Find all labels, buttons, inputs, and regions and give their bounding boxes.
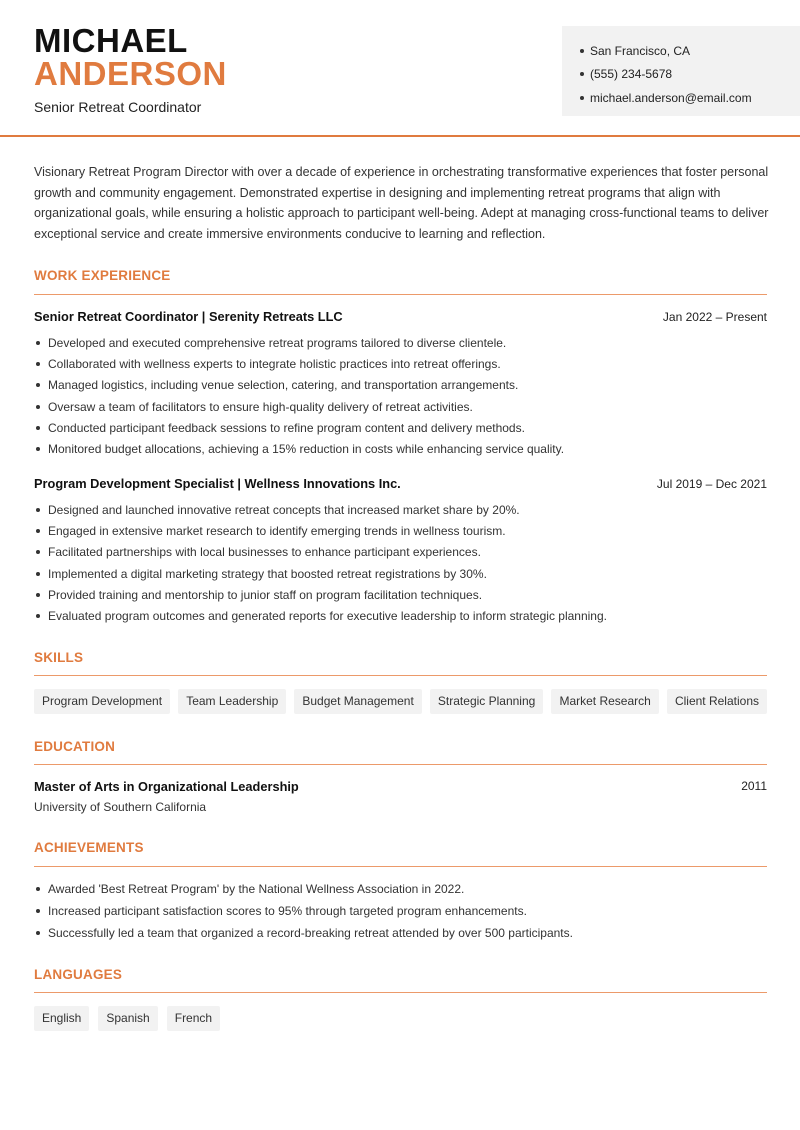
bullet-icon	[36, 405, 40, 409]
skill-tag: Team Leadership	[178, 689, 286, 714]
skills-list	[34, 689, 767, 714]
bullet-icon	[36, 931, 40, 935]
professional-summary: Visionary Retreat Program Director with over a decade of experience in orchestrating transformative experiences that foster personal growth and community engagement. Demonstrated expertise in designing and implementing retreat programs that align with organizational goals, while ensuring a holistic approach to participant well-being. Adept at managing cross-functional teams to deliver exceptional service and create immersive environments conducive to learning and reflection.	[34, 165, 769, 242]
section-title-languages: LANGUAGES	[34, 967, 123, 982]
list-item	[34, 878, 774, 900]
job-date: Jan 2022 – Present	[662, 310, 767, 324]
list-item	[34, 438, 774, 459]
section-divider	[34, 866, 767, 867]
section-divider	[34, 764, 767, 765]
list-item-text: Provided training and mentorship to junior staff on program facilitation techniques.	[48, 587, 483, 602]
list-item	[34, 922, 774, 944]
contact-box	[562, 26, 800, 116]
job-title: Senior Retreat Coordinator	[34, 99, 202, 115]
list-item	[34, 499, 774, 520]
section-title-achievements: ACHIEVEMENTS	[34, 840, 144, 855]
bullet-icon	[36, 614, 40, 618]
list-item	[34, 520, 774, 541]
job-entry-1-bullets	[34, 332, 774, 460]
bullet-icon	[36, 593, 40, 597]
list-item-text: Developed and executed comprehensive retreat programs tailored to diverse clientele.	[48, 335, 507, 350]
bullet-icon	[36, 550, 40, 554]
achievements-list	[34, 878, 774, 944]
bullet-icon	[36, 447, 40, 451]
section-title-education: EDUCATION	[34, 739, 116, 754]
bullet-icon	[36, 426, 40, 430]
contact-phone	[580, 63, 800, 87]
contact-location	[580, 39, 800, 63]
job-role: Program Development Specialist | Wellness Innovations Inc.	[34, 476, 401, 491]
list-item	[34, 396, 774, 417]
list-item	[34, 332, 774, 353]
list-item-text: Awarded 'Best Retreat Program' by the National Wellness Association in 2022.	[48, 882, 465, 896]
bullet-icon	[580, 96, 584, 100]
bullet-icon	[36, 887, 40, 891]
skill-tag: Client Relations	[667, 689, 767, 714]
list-item	[34, 563, 774, 584]
skill-tag: Budget Management	[294, 689, 421, 714]
first-name: MICHAEL	[34, 22, 188, 59]
bullet-icon	[36, 572, 40, 576]
section-divider	[34, 294, 767, 295]
section-divider	[34, 992, 767, 993]
bullet-icon	[36, 362, 40, 366]
list-item-text: Facilitated partnerships with local businesses to enhance participant experiences.	[48, 545, 481, 560]
list-item-text: Engaged in extensive market research to identify emerging trends in wellness tourism.	[48, 523, 506, 538]
bullet-icon	[36, 508, 40, 512]
list-item	[34, 353, 774, 374]
list-item-text: Managed logistics, including venue selection, catering, and transportation arrangements.	[48, 378, 519, 393]
language-tag: Spanish	[98, 1006, 157, 1031]
contact-email	[580, 86, 800, 110]
bullet-icon	[36, 383, 40, 387]
education-degree: Master of Arts in Organizational Leadership	[34, 779, 299, 794]
bullet-icon	[36, 529, 40, 533]
languages-list	[34, 1006, 220, 1031]
list-item-text: Successfully led a team that organized a record-breaking retreat attended by over 500 participants.	[48, 926, 573, 940]
job-entry-1-header	[34, 309, 767, 324]
list-item-text: Evaluated program outcomes and generated reports for executive leadership to inform strategic planning.	[48, 609, 607, 624]
list-item	[34, 542, 774, 563]
list-item-text: Implemented a digital marketing strategy that boosted retreat registrations by 30%.	[48, 566, 487, 581]
job-entry-2-bullets	[34, 499, 774, 627]
contact-location-text: San Francisco, CA	[590, 43, 691, 58]
job-entry-2-header	[34, 476, 767, 491]
bullet-icon	[580, 72, 584, 76]
bullet-icon	[36, 341, 40, 345]
bullet-icon	[580, 49, 584, 53]
contact-phone-text: (555) 234-5678	[590, 67, 673, 82]
list-item-text: Conducted participant feedback sessions to refine program content and delivery methods.	[48, 420, 525, 435]
education-year: 2011	[741, 779, 767, 793]
bullet-icon	[36, 909, 40, 913]
list-item	[34, 605, 774, 626]
job-date: Jul 2019 – Dec 2021	[656, 477, 767, 491]
list-item	[34, 584, 774, 605]
contact-email-text: michael.anderson@email.com	[590, 90, 752, 105]
list-item	[34, 375, 774, 396]
skill-tag: Program Development	[34, 689, 170, 714]
list-item-text: Designed and launched innovative retreat concepts that increased market share by 20%.	[48, 502, 520, 517]
education-school: University of Southern California	[34, 800, 207, 814]
section-title-skills: SKILLS	[34, 650, 84, 665]
skill-tag: Market Research	[551, 689, 658, 714]
list-item	[34, 417, 774, 438]
list-item	[34, 900, 774, 922]
skill-tag: Strategic Planning	[430, 689, 543, 714]
job-role: Senior Retreat Coordinator | Serenity Retreats LLC	[34, 309, 343, 324]
list-item-text: Oversaw a team of facilitators to ensure high-quality delivery of retreat activities.	[48, 399, 473, 414]
section-title-work: WORK EXPERIENCE	[34, 268, 171, 283]
list-item-text: Monitored budget allocations, achieving a 15% reduction in costs while enhancing service quality.	[48, 442, 565, 457]
language-tag: English	[34, 1006, 89, 1031]
section-divider	[34, 675, 767, 676]
last-name: ANDERSON	[34, 55, 227, 92]
language-tag: French	[167, 1006, 220, 1031]
list-item-text: Increased participant satisfaction scores to 95% through targeted program enhancements.	[48, 904, 527, 918]
list-item-text: Collaborated with wellness experts to integrate holistic practices into retreat offerings.	[48, 356, 501, 371]
resume-header	[0, 0, 800, 137]
